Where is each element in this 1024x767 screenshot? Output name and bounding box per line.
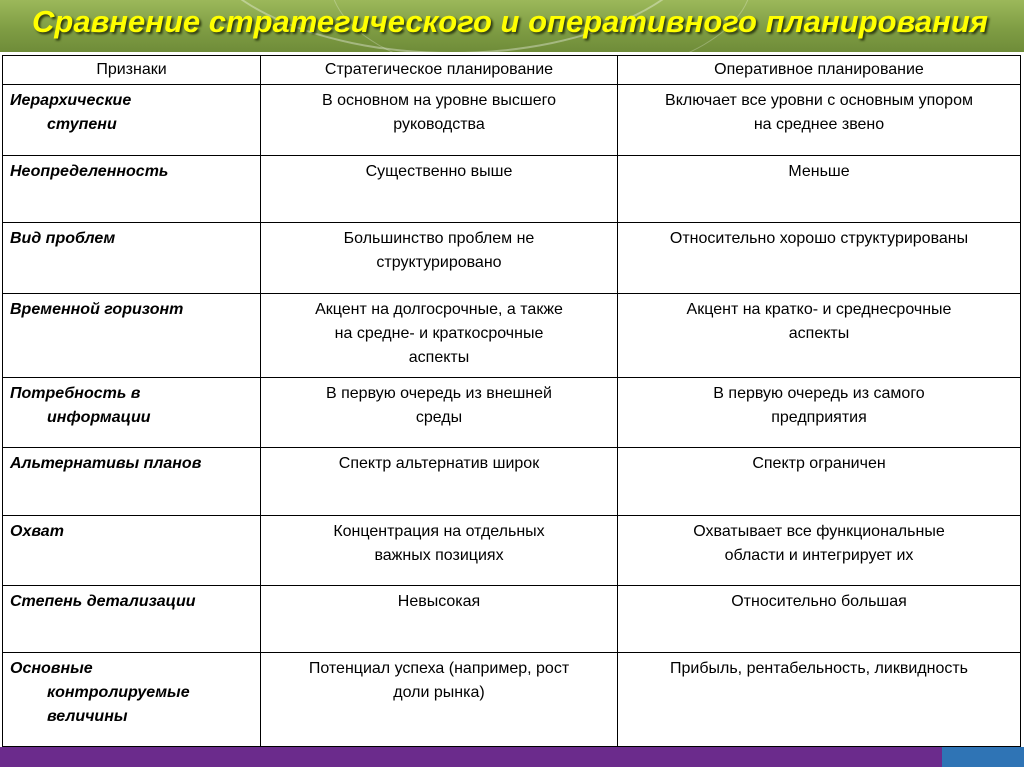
feature-line: Вид проблем [10, 230, 116, 247]
feature-line: Охват [10, 523, 64, 540]
strategic-line: важных позициях [374, 547, 504, 564]
operational-line: аспекты [788, 325, 850, 342]
feature-cell [3, 378, 261, 448]
slide-title: Сравнение стратегического и оперативного планирования [32, 4, 989, 39]
feature-cell [3, 223, 261, 294]
feature-cell [3, 586, 261, 653]
operational-cell [618, 223, 1021, 294]
table-header-row [3, 56, 1021, 85]
feature-line: Иерархические [10, 92, 132, 109]
footer-accent [942, 747, 1024, 767]
feature-cell [3, 156, 261, 223]
feature-line: Степень детализации [10, 593, 196, 610]
operational-line: Меньше [788, 163, 850, 180]
table-row [3, 223, 1021, 294]
feature-line: Альтернативы планов [10, 455, 202, 472]
strategic-cell [261, 156, 618, 223]
strategic-line: В основном на уровне высшего [321, 92, 557, 109]
operational-cell [618, 516, 1021, 586]
feature-line: Основные [10, 660, 93, 677]
operational-line: Акцент на кратко- и среднесрочные [686, 301, 952, 318]
operational-cell [618, 85, 1021, 156]
feature-cell [3, 653, 261, 747]
operational-line: Относительно большая [731, 593, 907, 610]
table-row [3, 653, 1021, 747]
header-features: Признаки [3, 56, 261, 85]
operational-cell [618, 448, 1021, 516]
operational-line: Прибыль, рентабельность, ликвидность [670, 660, 968, 677]
strategic-line: руководства [393, 116, 485, 133]
feature-line: ступени [47, 116, 117, 133]
table-row [3, 448, 1021, 516]
table-row [3, 294, 1021, 378]
strategic-cell [261, 85, 618, 156]
operational-line: Охватывает все функциональные [693, 523, 945, 540]
header-operational: Оперативное планирование [618, 56, 1021, 85]
feature-line: Временной горизонт [10, 301, 184, 318]
feature-line: контролируемые [47, 684, 190, 701]
operational-cell [618, 156, 1021, 223]
strategic-line: Акцент на долгосрочные, а также [315, 301, 563, 318]
strategic-line: аспекты [408, 349, 470, 366]
strategic-line: В первую очередь из внешней [326, 385, 552, 402]
strategic-line: Большинство проблем не [343, 230, 535, 247]
strategic-cell [261, 516, 618, 586]
table-row [3, 516, 1021, 586]
feature-line: Потребность в [10, 385, 141, 402]
strategic-line: Невысокая [397, 593, 481, 610]
operational-cell [618, 586, 1021, 653]
title-banner [0, 0, 1024, 52]
operational-line: на среднее звено [753, 116, 885, 133]
table-row [3, 378, 1021, 448]
footer-bar [0, 747, 1024, 767]
operational-line: области и интегрирует их [724, 547, 914, 564]
strategic-line: на средне- и краткосрочные [334, 325, 544, 342]
operational-cell [618, 294, 1021, 378]
operational-line: В первую очередь из самого [713, 385, 925, 402]
feature-cell [3, 448, 261, 516]
table-row [3, 85, 1021, 156]
strategic-cell [261, 586, 618, 653]
feature-line: информации [47, 409, 151, 426]
operational-line: Относительно хорошо структурированы [669, 230, 969, 247]
operational-line: Включает все уровни с основным упором [665, 92, 973, 109]
operational-cell [618, 653, 1021, 747]
strategic-line: Существенно выше [365, 163, 513, 180]
strategic-line: доли рынка) [393, 684, 485, 701]
strategic-line: структурировано [376, 254, 502, 271]
strategic-line: Концентрация на отдельных [333, 523, 545, 540]
operational-cell [618, 378, 1021, 448]
feature-cell [3, 516, 261, 586]
operational-line: Спектр ограничен [752, 455, 886, 472]
strategic-line: среды [415, 409, 463, 426]
table-row [3, 156, 1021, 223]
comparison-table [2, 55, 1021, 747]
strategic-cell [261, 448, 618, 516]
strategic-line: Потенциал успеха (например, рост [308, 660, 570, 677]
strategic-cell [261, 294, 618, 378]
feature-line: Неопределенность [10, 163, 169, 180]
strategic-line: Спектр альтернатив широк [338, 455, 540, 472]
feature-line: величины [47, 708, 128, 725]
strategic-cell [261, 223, 618, 294]
feature-cell [3, 85, 261, 156]
operational-line: предприятия [771, 409, 867, 426]
header-strategic: Стратегическое планирование [261, 56, 618, 85]
feature-cell [3, 294, 261, 378]
table-row [3, 586, 1021, 653]
strategic-cell [261, 378, 618, 448]
strategic-cell [261, 653, 618, 747]
